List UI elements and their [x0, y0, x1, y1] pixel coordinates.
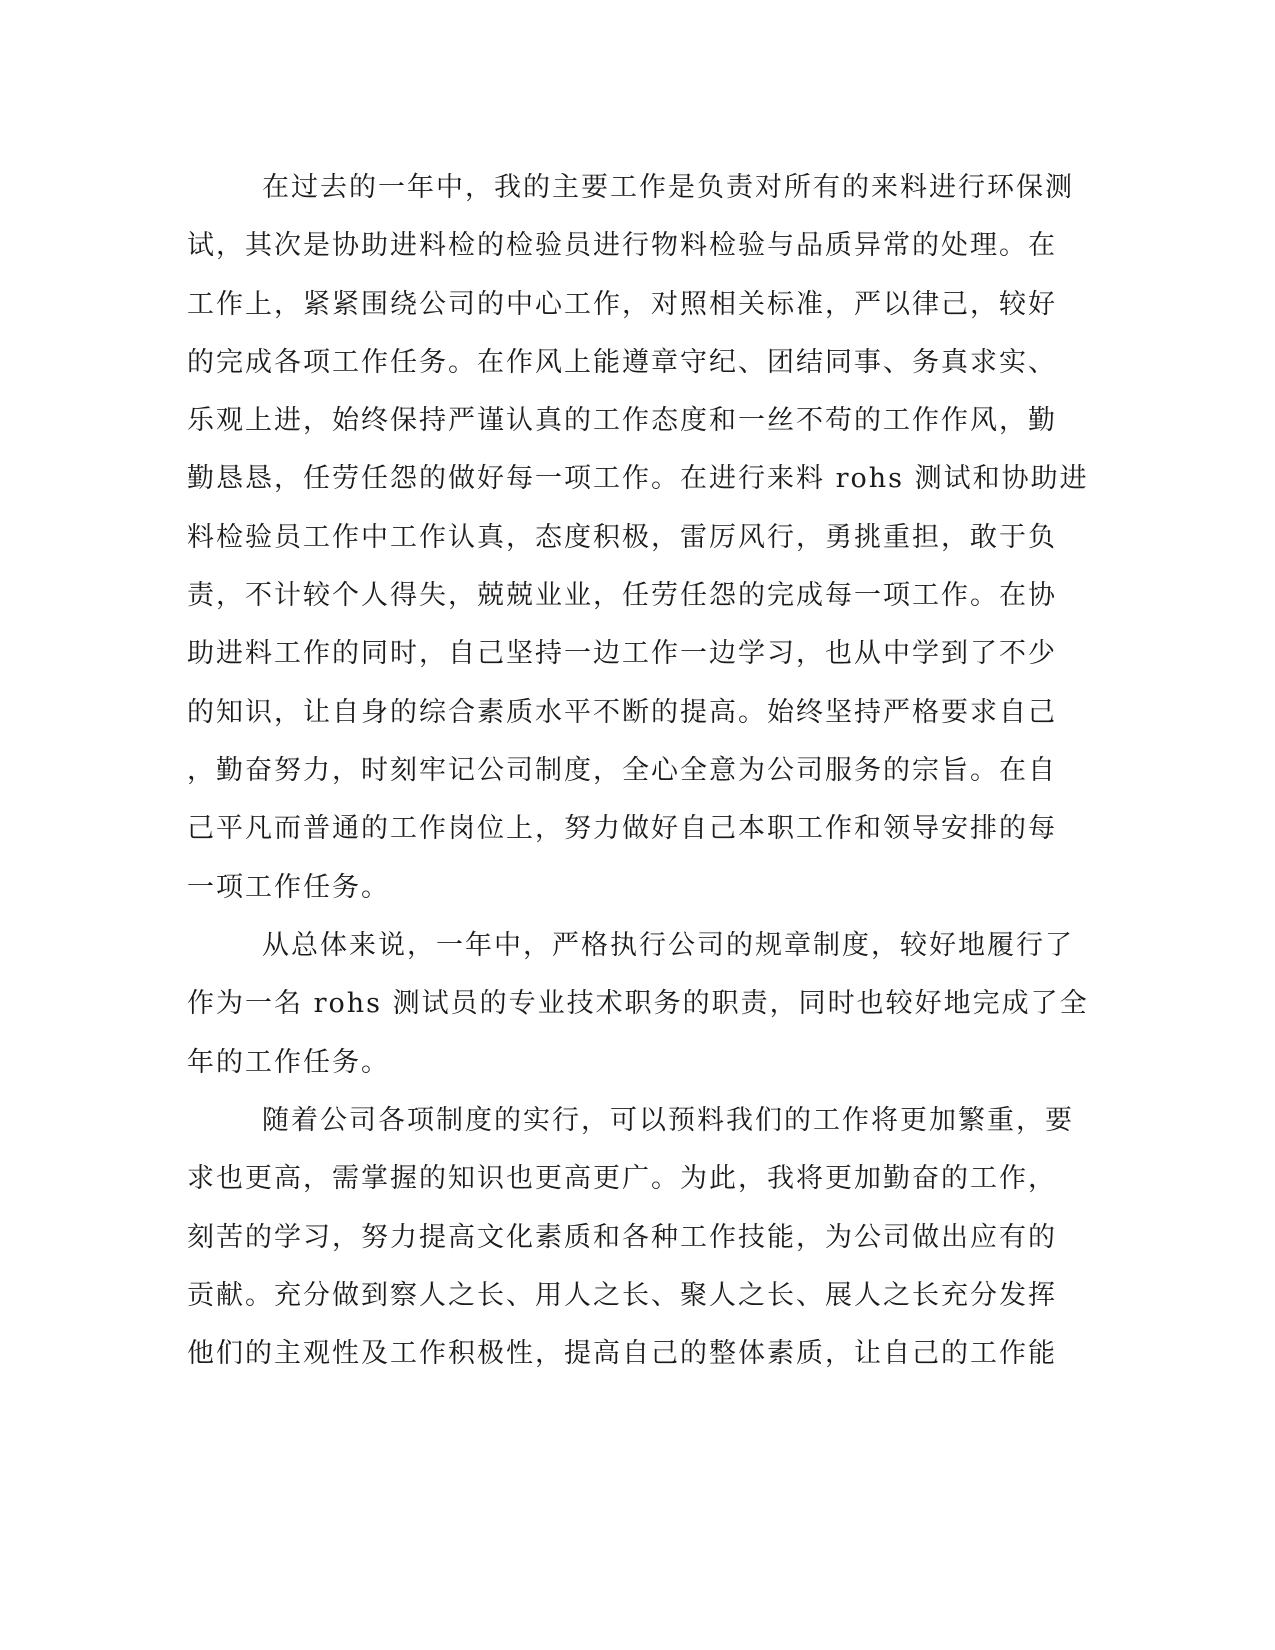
paragraph-line: 己平凡而普通的工作岗位上，努力做好自己本职工作和领导安排的每 [187, 813, 1057, 844]
paragraph-line: 从总体来说，一年中，严格执行公司的规章制度，较好地履行了 [262, 930, 1074, 961]
paragraph-line: 料检验员工作中工作认真，态度积极，雷厉风行，勇挑重担，敢于负 [187, 522, 1057, 553]
paragraph-line: 作为一名 rohs 测试员的专业技术职务的职责，同时也较好地完成了全 [187, 988, 1089, 1019]
paragraph-line: 勤恳恳，任劳任怨的做好每一项工作。在进行来料 rohs 测试和协助进 [187, 463, 1089, 494]
paragraph-line: 的知识，让自身的综合素质水平不断的提高。始终坚持严格要求自己 [187, 697, 1057, 728]
paragraph-line: 的完成各项工作任务。在作风上能遵章守纪、团结同事、务真求实、 [187, 347, 1057, 378]
paragraph-line: ，勤奋努力，时刻牢记公司制度，全心全意为公司服务的宗旨。在自 [187, 755, 1057, 786]
paragraph-line: 在过去的一年中，我的主要工作是负责对所有的来料进行环保测 [262, 172, 1074, 203]
paragraph-line: 试，其次是协助进料检的检验员进行物料检验与品质异常的处理。在 [187, 230, 1057, 261]
paragraph-line: 责，不计较个人得失，兢兢业业，任劳任怨的完成每一项工作。在协 [187, 580, 1057, 611]
paragraph-line: 工作上，紧紧围绕公司的中心工作，对照相关标准，严以律己，较好 [187, 289, 1057, 320]
paragraph-line: 刻苦的学习，努力提高文化素质和各种工作技能，为公司做出应有的 [187, 1222, 1057, 1253]
paragraph-line: 乐观上进，始终保持严谨认真的工作态度和一丝不苟的工作作风，勤 [187, 405, 1057, 436]
paragraph-line: 求也更高，需掌握的知识也更高更广。为此，我将更加勤奋的工作， [187, 1163, 1057, 1194]
paragraph-line: 贡献。充分做到察人之长、用人之长、聚人之长、展人之长充分发挥 [187, 1280, 1057, 1311]
paragraph-line: 助进料工作的同时，自己坚持一边工作一边学习，也从中学到了不少 [187, 638, 1057, 669]
paragraph-line: 一项工作任务。 [187, 872, 390, 903]
paragraph-line: 随着公司各项制度的实行，可以预料我们的工作将更加繁重，要 [262, 1105, 1074, 1136]
paragraph-line: 年的工作任务。 [187, 1047, 390, 1078]
paragraph-line: 他们的主观性及工作积极性，提高自己的整体素质，让自己的工作能 [187, 1338, 1057, 1369]
